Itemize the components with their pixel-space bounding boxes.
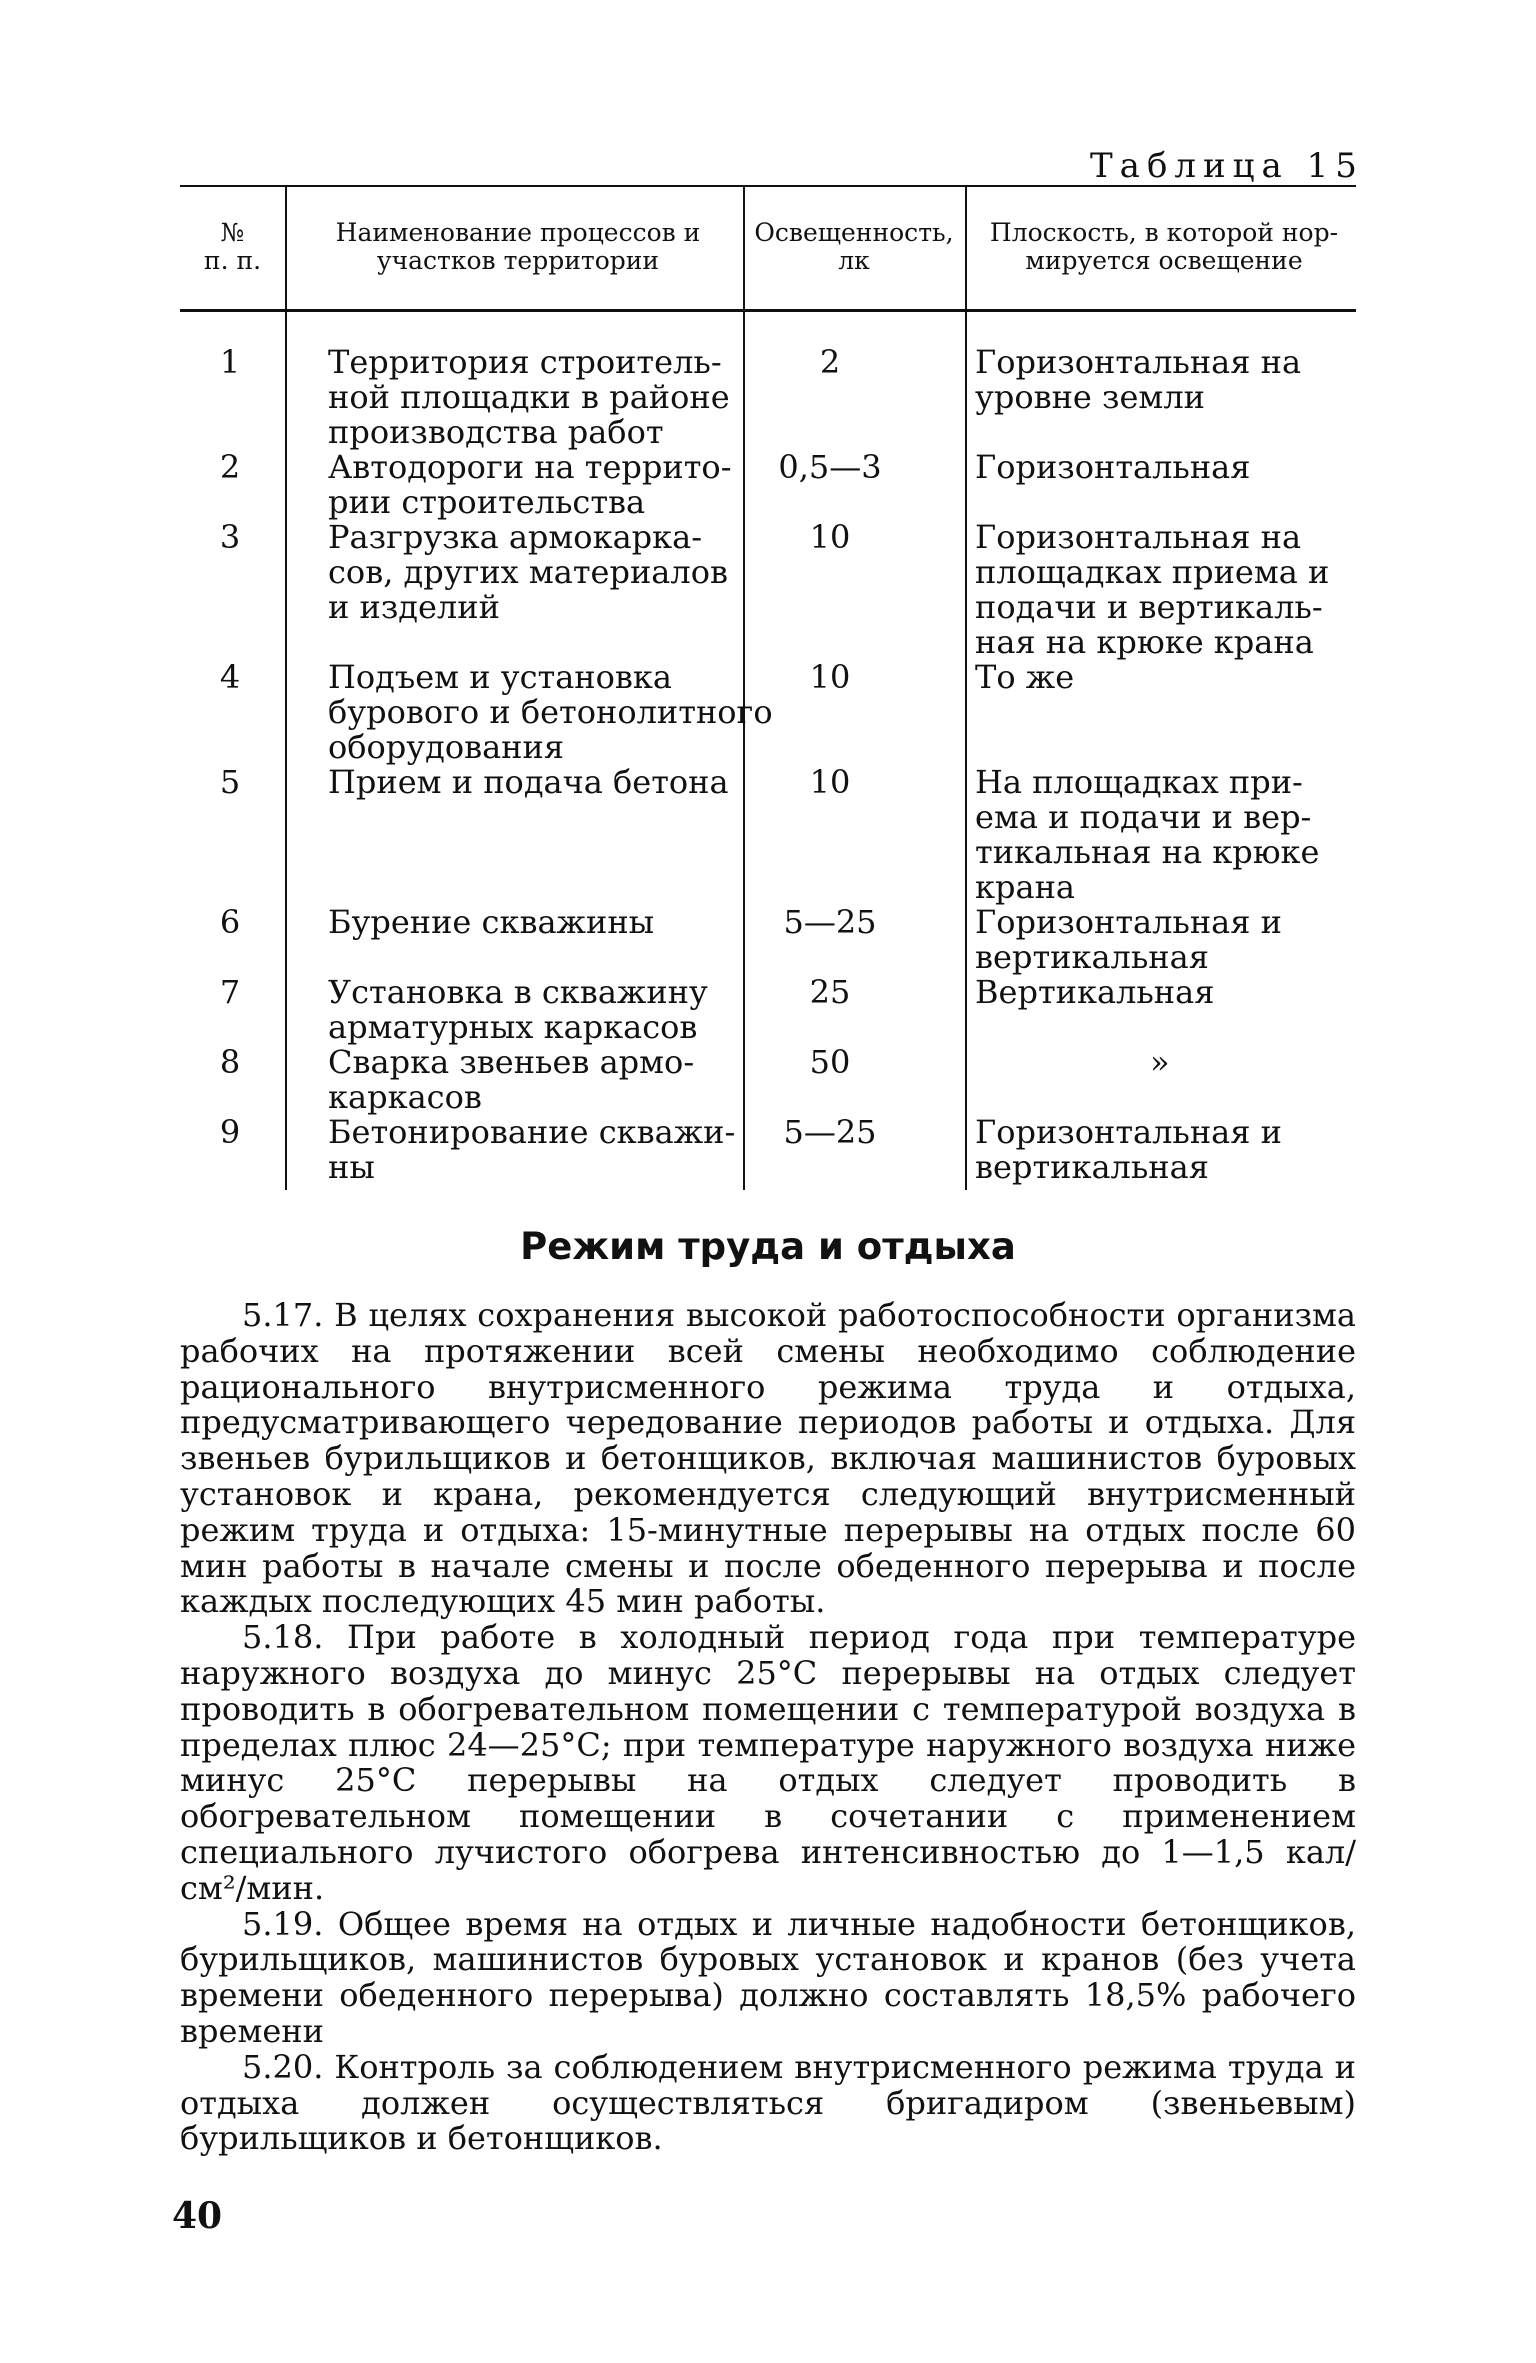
- column-divider: [965, 185, 967, 1190]
- table-top-rule: [180, 185, 1356, 187]
- column-divider: [285, 185, 287, 1190]
- section-title: Режим труда и отдыха: [520, 1225, 1016, 1268]
- header-num: № п. п.: [203, 218, 262, 275]
- header-lux: Освещенность, лк: [754, 218, 954, 275]
- paragraph: 5.20. Контроль за соблюдением внутрисменного режима труда и отдыха должен осуществляться бригадиром (звеньевым) бурильщиков и бетонщиков.: [180, 2047, 1356, 2158]
- body-text: [180, 1298, 1356, 2157]
- paragraph: 5.19. Общее время на отдых и личные надобности бетонщиков, бурильщиков, машинистов буровых установок и кранов (без учета времени обеденного перерыва) должно составлять 18,5% рабочего времени: [180, 1904, 1356, 2050]
- page-number: 40: [172, 2195, 223, 2237]
- paragraph: 5.18. При работе в холодный период года при температуре наружного воздуха до минус 25°C перерывы на отдых следует проводить в обогревательном помещении с температурой воздуха в пределах плюс 24—25°C; при температуре наружного воздуха ниже минус 25°C перерывы на отдых следует проводить в обогревательном помещении в сочетании с применением специального лучистого обогрева интенсивностью до 1—1,5 кал/см²/мин.: [180, 1618, 1356, 1907]
- header-name: Наименование процессов и участков территории: [335, 218, 701, 275]
- table-header-rule: [180, 309, 1356, 312]
- header-plane: Плоскость, в которой нор- мируется освещение: [989, 218, 1339, 275]
- paragraph: 5.17. В целях сохранения высокой работоспособности организма рабочих на протяжении всей смены необходимо соблюдение рационального внутрисменного режима труда и отдыха, предусматривающего чередование периодов работы и отдыха. Для звеньев бурильщиков и бетонщиков, включая машинистов буровых установок и крана, рекомендуется следующий внутрисменный режим труда и отдыха: 15-минутные перерывы на отдых после 60 мин работы в начале смены и после обеденного перерыва и после каждых последующих 45 мин работы.: [180, 1296, 1356, 1621]
- table-caption: Таблица 15: [1090, 146, 1364, 186]
